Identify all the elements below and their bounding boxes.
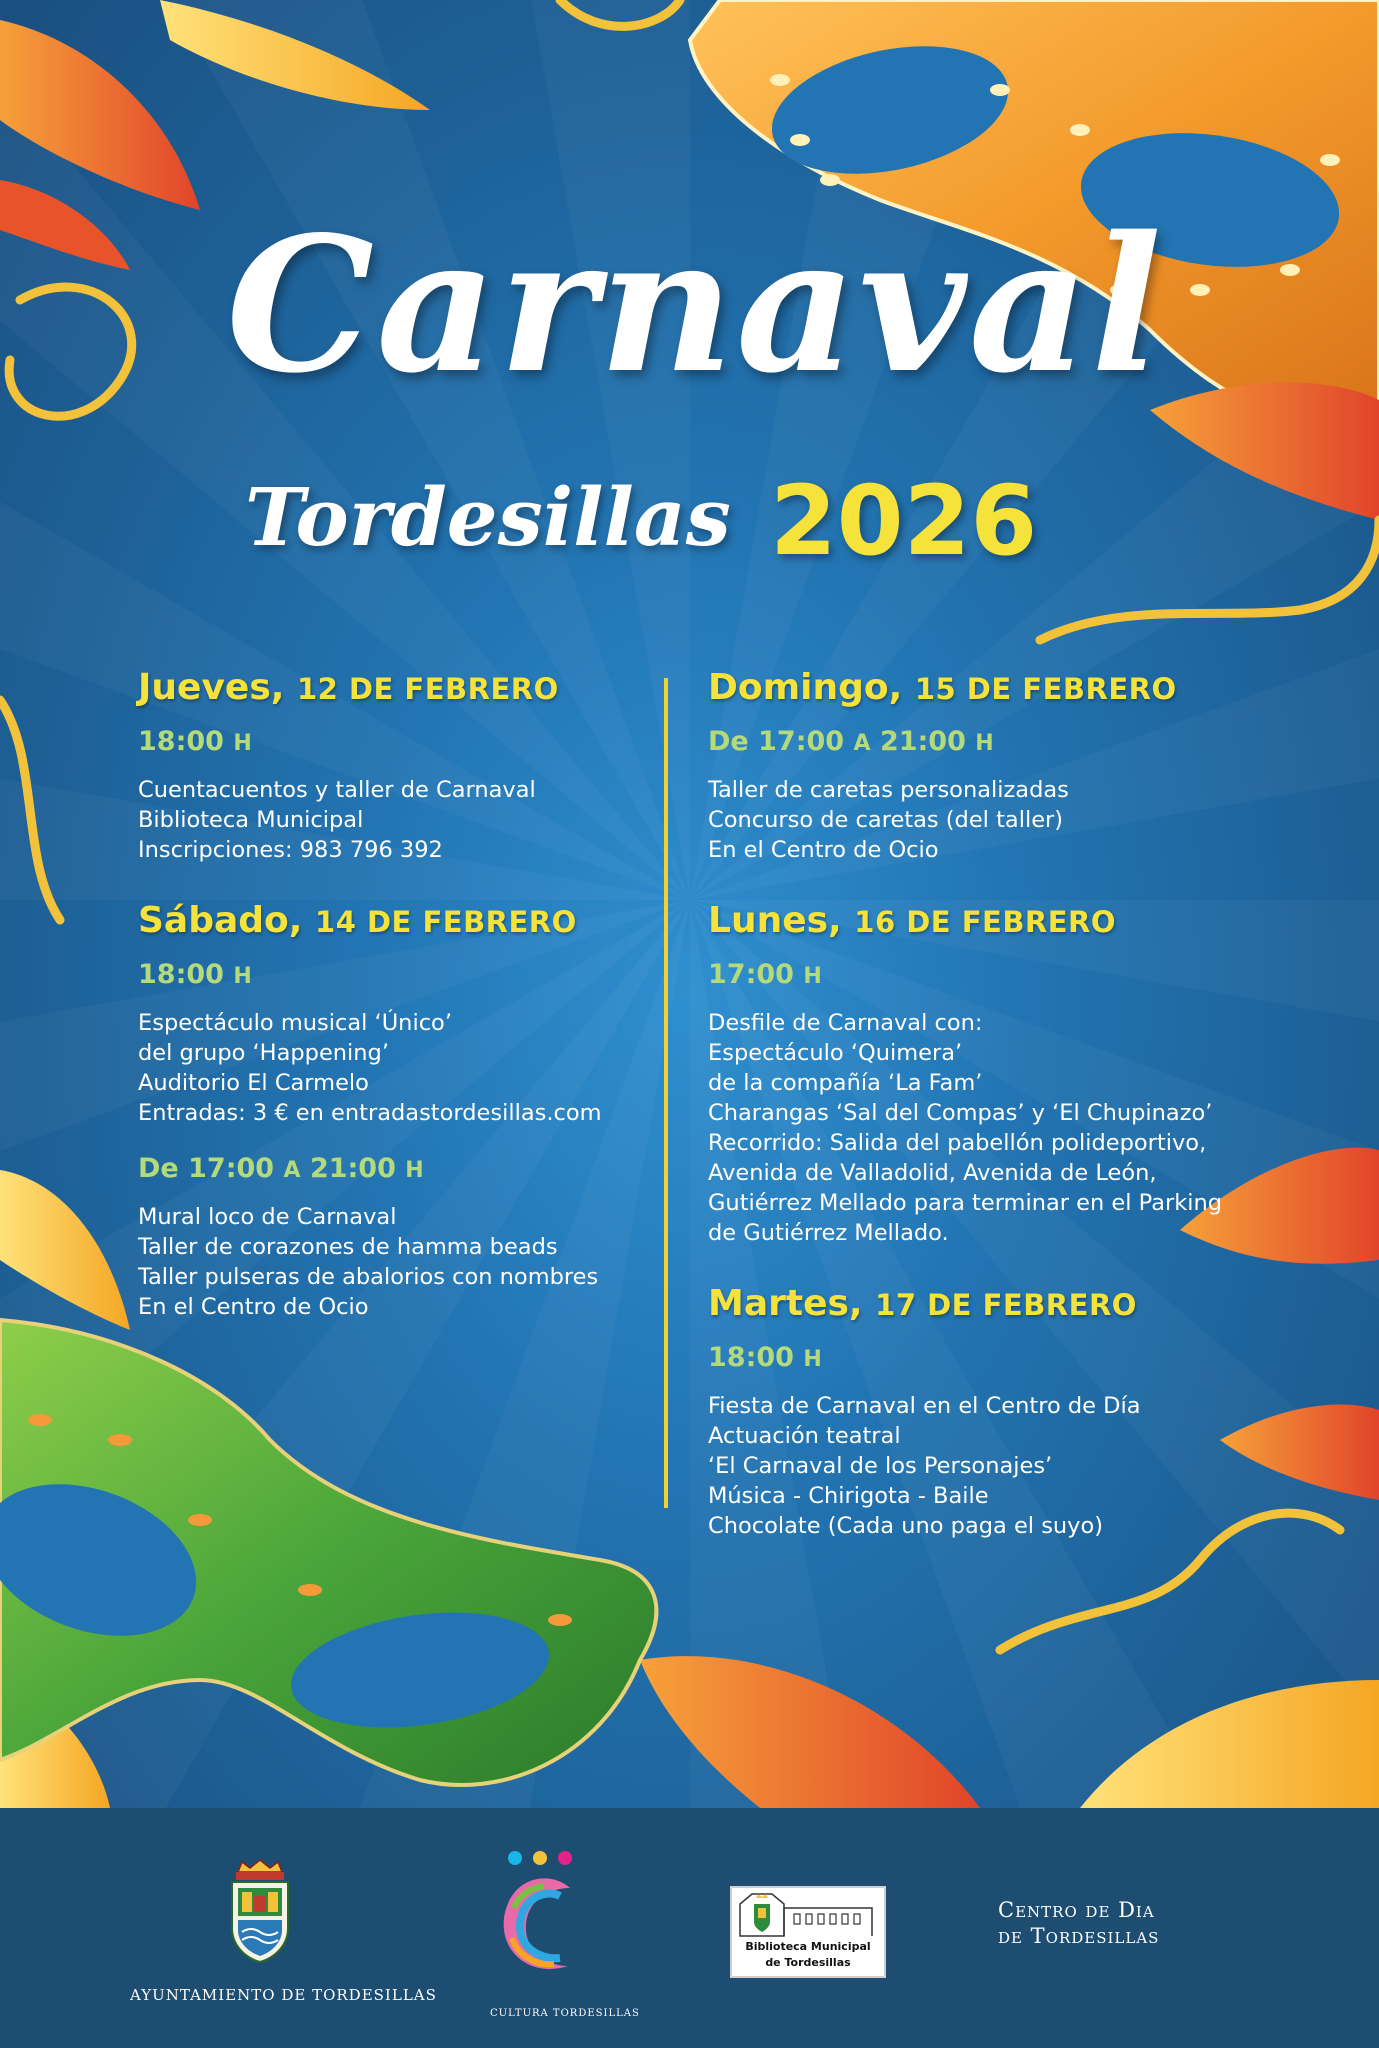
event-line: Taller de caretas personalizadas [708,777,1069,803]
sponsor-footer [0,1808,1379,2048]
event-line: Actuación teatral [708,1423,901,1449]
event-line: Inscripciones: 983 796 392 [138,837,443,863]
biblioteca-label-line1: Biblioteca Municipal [745,1940,871,1953]
event-line: ‘El Carnaval de los Personajes’ [708,1453,1053,1479]
centro-label-line2: de Tordesillas [998,1924,1160,1948]
event-day-heading: Jueves, 12 DE FEBRERO [138,667,559,708]
event-line: Desfile de Carnaval con: [708,1010,983,1036]
event-description [138,775,738,865]
event-time: 17:00 H [708,959,822,990]
cultura-logo [470,1848,640,2028]
event-line: del grupo ‘Happening’ [138,1040,389,1066]
ayuntamiento-logo [120,1858,437,2018]
event-time-range: De 17:00 A 21:00 H [708,726,994,757]
event-day-heading: Domingo, 15 DE FEBRERO [708,667,1177,708]
green-carnival-mask-icon [0,1320,656,1785]
event-line: de la compañía ‘La Fam’ [708,1070,983,1096]
event-line: Espectáculo musical ‘Único’ [138,1010,452,1036]
event-description [708,775,1348,865]
event-line: Charangas ‘Sal del Compas’ y ‘El Chupinazo’ [708,1100,1213,1126]
event-description [138,1008,738,1128]
event-line: Gutiérrez Mellado para terminar en el Parking [708,1190,1223,1216]
event-line: Recorrido: Salida del pabellón polideportivo, [708,1130,1207,1156]
library-building-icon [732,1890,880,1938]
event-description [138,1202,738,1322]
centro-label-line1: Centro de Dia [998,1898,1155,1922]
poster-year: 2026 [770,465,1038,577]
cultura-label: CULTURA TORDESILLAS [490,2008,640,2019]
event-block-lunes [708,899,1348,1248]
event-time-range: De 17:00 A 21:00 H [138,1153,424,1184]
event-line: Auditorio El Carmelo [138,1070,369,1096]
event-day-heading: Lunes, 16 DE FEBRERO [708,900,1117,941]
event-day-heading: Sábado, 14 DE FEBRERO [138,900,577,941]
cultura-c-logo-icon [490,1848,590,1998]
event-description [708,1008,1348,1248]
event-line: Fiesta de Carnaval en el Centro de Día [708,1393,1141,1419]
event-block-jueves [138,666,738,865]
event-time: 18:00 H [708,1342,822,1373]
event-time: 18:00 H [138,959,252,990]
event-line: Entradas: 3 € en entradastordesillas.com [138,1100,602,1126]
biblioteca-logo [730,1886,886,1978]
event-day-heading: Martes, 17 DE FEBRERO [708,1283,1137,1324]
centro-de-dia-logo [998,1898,1198,1958]
event-line: En el Centro de Ocio [708,837,939,863]
event-block-martes [708,1282,1348,1541]
event-line: Mural loco de Carnaval [138,1204,397,1230]
event-block-domingo [708,666,1348,865]
poster-title: Carnaval [226,195,1164,414]
event-time: 18:00 H [138,726,252,757]
event-block-sabado [138,899,738,1322]
biblioteca-label-line2: de Tordesillas [765,1956,851,1969]
event-line: Cuentacuentos y taller de Carnaval [138,777,536,803]
left-column [138,666,738,1356]
event-line: Chocolate (Cada uno paga el suyo) [708,1513,1104,1539]
coat-of-arms-icon [220,1858,300,1968]
event-line: de Gutiérrez Mellado. [708,1220,949,1246]
poster-subtitle: Tordesillas [245,470,731,564]
event-line: Taller de corazones de hamma beads [138,1234,558,1260]
ayuntamiento-label: AYUNTAMIENTO DE TORDESILLAS [130,1986,437,2004]
event-line: Música - Chirigota - Baile [708,1483,989,1509]
right-column [708,666,1348,1575]
event-line: Espectáculo ‘Quimera’ [708,1040,963,1066]
event-line: Concurso de caretas (del taller) [708,807,1064,833]
event-description [708,1391,1348,1541]
event-line: En el Centro de Ocio [138,1294,369,1320]
event-line: Taller pulseras de abalorios con nombres [138,1264,599,1290]
event-sub-block [138,1152,738,1322]
event-line: Biblioteca Municipal [138,807,364,833]
event-line: Avenida de Valladolid, Avenida de León, [708,1160,1157,1186]
